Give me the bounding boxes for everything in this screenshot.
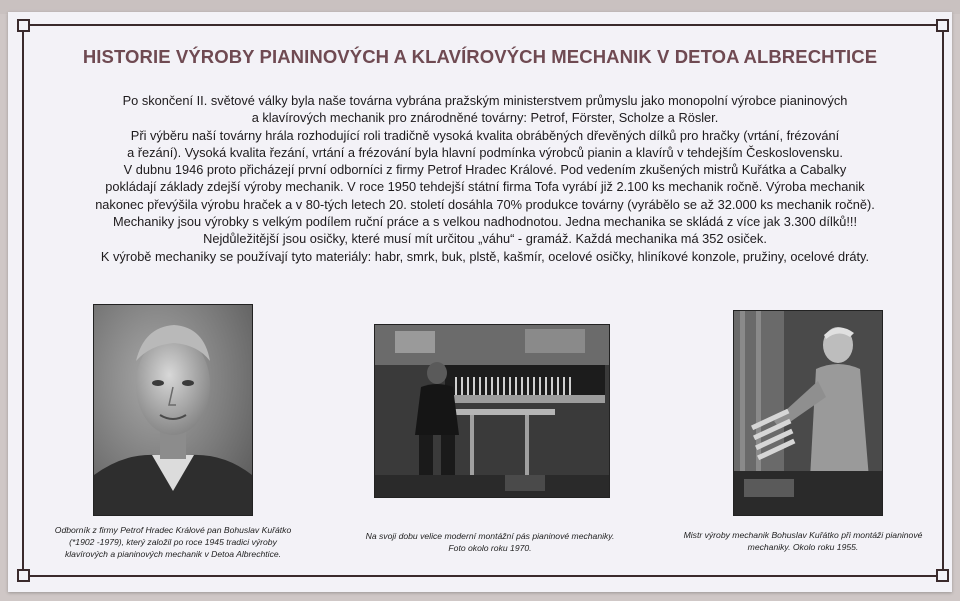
frame-corner-ornament [17, 19, 30, 32]
board-title: HISTORIE VÝROBY PIANINOVÝCH A KLAVÍROVÝCH MECHANIK V DETOA ALBRECHTICE [82, 46, 878, 67]
history-text [60, 92, 910, 265]
caption-line: Odborník z firmy Petrof Hradec Králové pan Bohuslav Kuřátko [54, 525, 292, 535]
text-line: Nejdůležitější jsou osičky, které musí mít určitou „váhu“ - gramáž. Každá mechanika má 352 osiček. [203, 231, 767, 247]
frame-corner-ornament [936, 569, 949, 582]
caption-line: (*1902 -1979), který založil po roce 1945 tradici výroby [69, 537, 277, 547]
master-at-work-caption [678, 529, 928, 553]
portrait-photo [93, 304, 253, 516]
caption-line: Mistr výroby mechanik Bohuslav Kuřátko při montáži pianinové [683, 530, 923, 540]
caption-line: klavírových a pianinových mechanik v Detoa Albrechtice. [64, 549, 282, 559]
text-line: V dubnu 1946 proto přicházejí první odborníci z firmy Petrof Hradec Králové. Pod vedením zkušených mistrů Kuřátka a Cabalky [123, 162, 847, 178]
text-line: Po skončení II. světové války byla naše továrna vybrána pražským ministerstvem průmyslu jako monopolní výrobce pianinových [122, 93, 848, 108]
assembly-line-illustration [375, 325, 609, 497]
assembly-line-caption [340, 530, 640, 554]
text-line: K výrobě mechaniky se používají tyto materiály: habr, smrk, buk, plstě, kašmír, ocelové osičky, hliníkové konzole, pružiny, ocelové dráty. [100, 248, 870, 264]
caption-line: mechaniky. Okolo roku 1955. [747, 542, 859, 552]
text-line: a klavírových mechanik pro znárodněné továrny: Petrof, Förster, Scholze a Rösler. [251, 110, 719, 126]
assembly-line-photo [374, 324, 610, 498]
frame-corner-ornament [936, 19, 949, 32]
master-at-work-photo [733, 310, 883, 516]
caption-line: Na svoji dobu velice moderní montážní pás pianinové mechaniky. [365, 531, 615, 541]
text-line: Při výběru naší továrny hrála rozhodující roli tradičně vysoká kvalita obráběných dřevěných dílků pro hračky (vrtání, frézování [130, 127, 840, 143]
text-line: nakonec převýšila výrobu hraček a v 80-tých letech 20. století dosáhla 70% produkce továrny (vyrábělo se až 32.000 ks mechanik ročně). [95, 196, 875, 212]
portrait-caption [40, 524, 306, 560]
caption-line: Foto okolo roku 1970. [448, 543, 532, 553]
master-at-work-illustration [734, 311, 882, 515]
text-line: Mechaniky jsou výrobky s velkým podílem ruční práce a s velkou nadhodnotou. Jedna mechanika se skládá z více jak 3.300 dílků!!! [112, 214, 858, 230]
frame-corner-ornament [17, 569, 30, 582]
portrait-illustration [94, 305, 252, 515]
text-line: pokládají základy zdejší výroby mechanik. V roce 1950 tehdejší státní firma Tofa vyrábí již 2.100 ks mechanik ročně. Výroba mechanik [105, 179, 865, 195]
text-line: a řezání). Vysoká kvalita řezání, vrtání a frézování byla hlavní podmínka výrobců pianin a klavírů v tehdejším Československu. [127, 144, 843, 160]
